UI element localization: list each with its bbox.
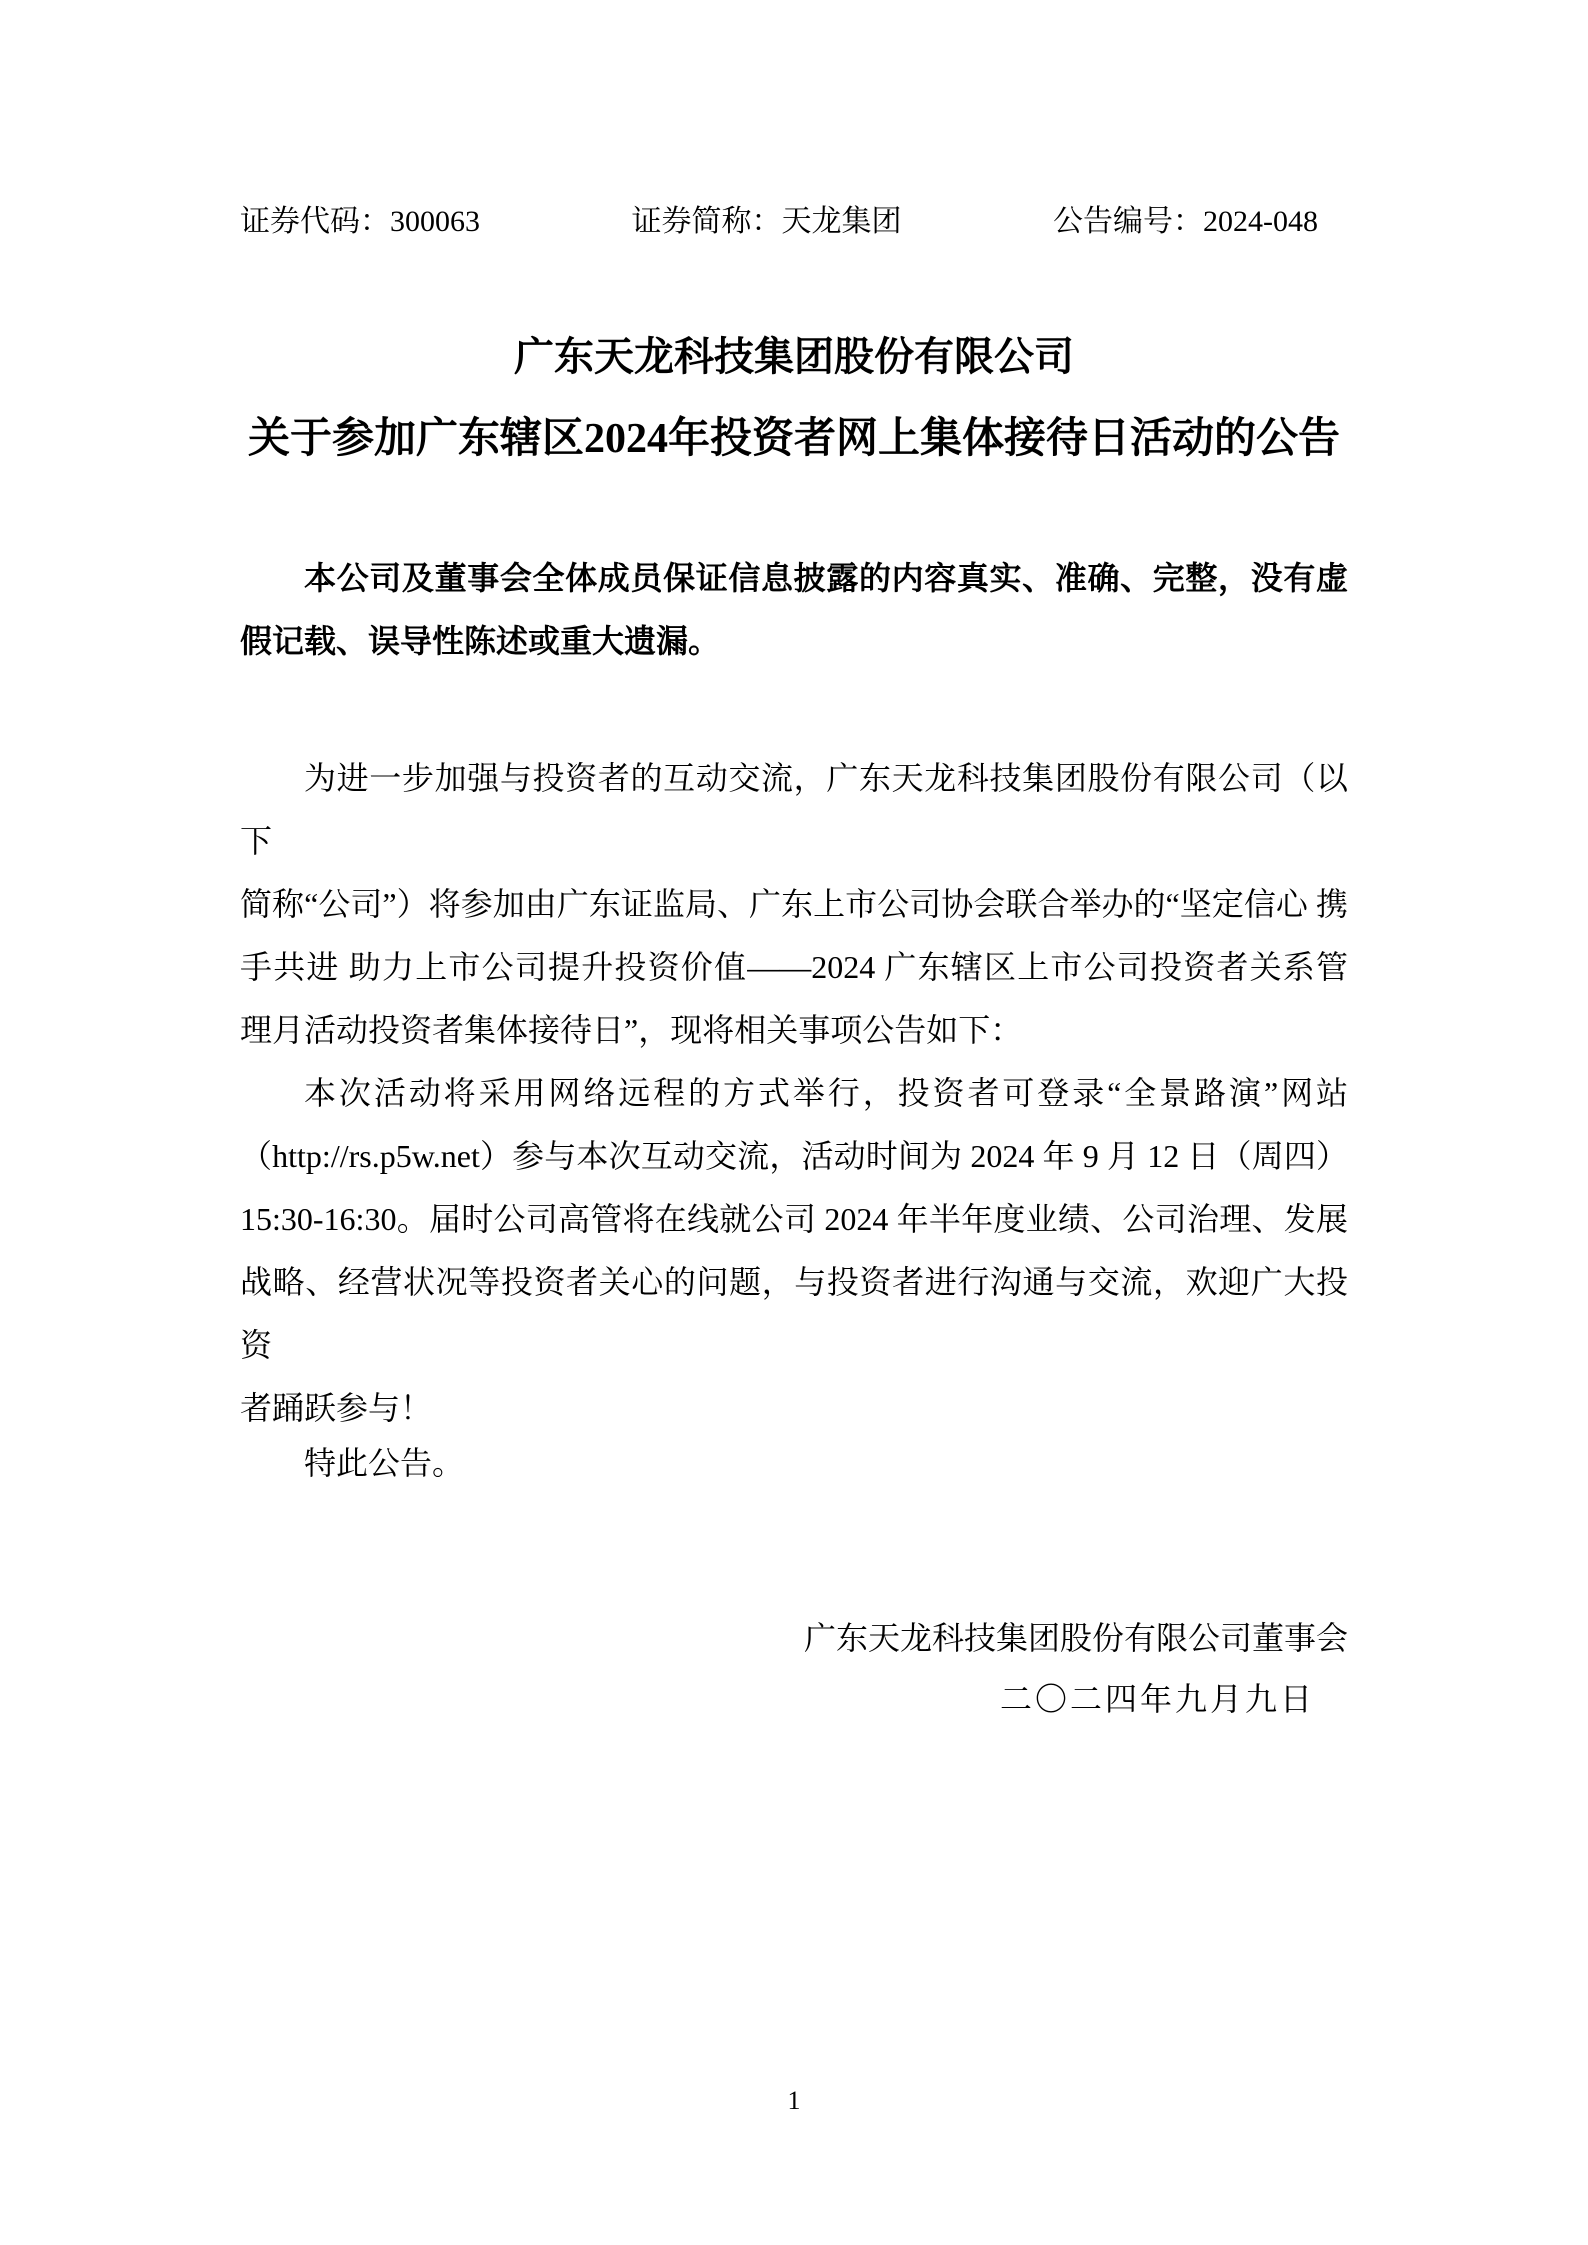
page-number: 1 xyxy=(787,2086,801,2115)
stock-abbr-value: 天龙集团 xyxy=(781,205,902,238)
announcement-no-value: 2024-048 xyxy=(1203,205,1318,238)
paragraph xyxy=(240,747,1348,1062)
stock-abbr-label: 证券简称： xyxy=(631,205,782,238)
text-line: （http://rs.p5w.net）参与本次互动交流，活动时间为 2024 年 9 月 12 日（周四） xyxy=(240,1138,1348,1174)
text-line: 理月活动投资者集体接待日”，现将相关事项公告如下： xyxy=(240,1012,1023,1048)
securities-header-row xyxy=(240,203,1348,241)
stock-code-label: 证券代码： xyxy=(240,205,390,238)
signature-company: 广东天龙科技集团股份有限公司董事会 xyxy=(803,1620,1348,1656)
signature-date: 二〇二四年九月九日 xyxy=(999,1681,1315,1717)
announcement-no-field xyxy=(1053,203,1318,241)
announcement-no-label: 公告编号： xyxy=(1053,205,1203,238)
text-line: 简称“公司”）将参加由广东证监局、广东上市公司协会联合举办的“坚定信心 携 xyxy=(240,886,1348,922)
text-line: 本公司及董事会全体成员保证信息披露的内容真实、准确、完整，没有虚 xyxy=(304,560,1348,596)
text-line: 15:30-16:30。届时公司高管将在线就公司 2024 年半年度业绩、公司治理、发展 xyxy=(240,1201,1348,1237)
stock-code-field xyxy=(240,203,480,241)
text-line: 为进一步加强与投资者的互动交流，广东天龙科技集团股份有限公司（以下 xyxy=(240,760,1348,859)
announcement-subject-title: 关于参加广东辖区2024年投资者网上集体接待日活动的公告 xyxy=(247,416,1340,462)
closing-line: 特此公告。 xyxy=(304,1445,465,1481)
paragraph xyxy=(240,1062,1348,1440)
board-guarantee-statement xyxy=(240,547,1348,673)
company-name-title: 广东天龙科技集团股份有限公司 xyxy=(514,334,1074,379)
stock-code-value: 300063 xyxy=(390,205,480,238)
text-line: 者踊跃参与！ xyxy=(240,1390,433,1426)
text-line: 战略、经营状况等投资者关心的问题，与投资者进行沟通与交流，欢迎广大投资 xyxy=(240,1264,1348,1363)
text-line: 手共进 助力上市公司提升投资价值——2024 广东辖区上市公司投资者关系管 xyxy=(240,949,1348,985)
stock-abbr-field xyxy=(632,203,902,241)
text-line: 本次活动将采用网络远程的方式举行，投资者可登录“全景路演”网站 xyxy=(304,1075,1348,1111)
announcement-body xyxy=(240,747,1348,1440)
text-line: 假记载、误导性陈述或重大遗漏。 xyxy=(240,623,721,659)
